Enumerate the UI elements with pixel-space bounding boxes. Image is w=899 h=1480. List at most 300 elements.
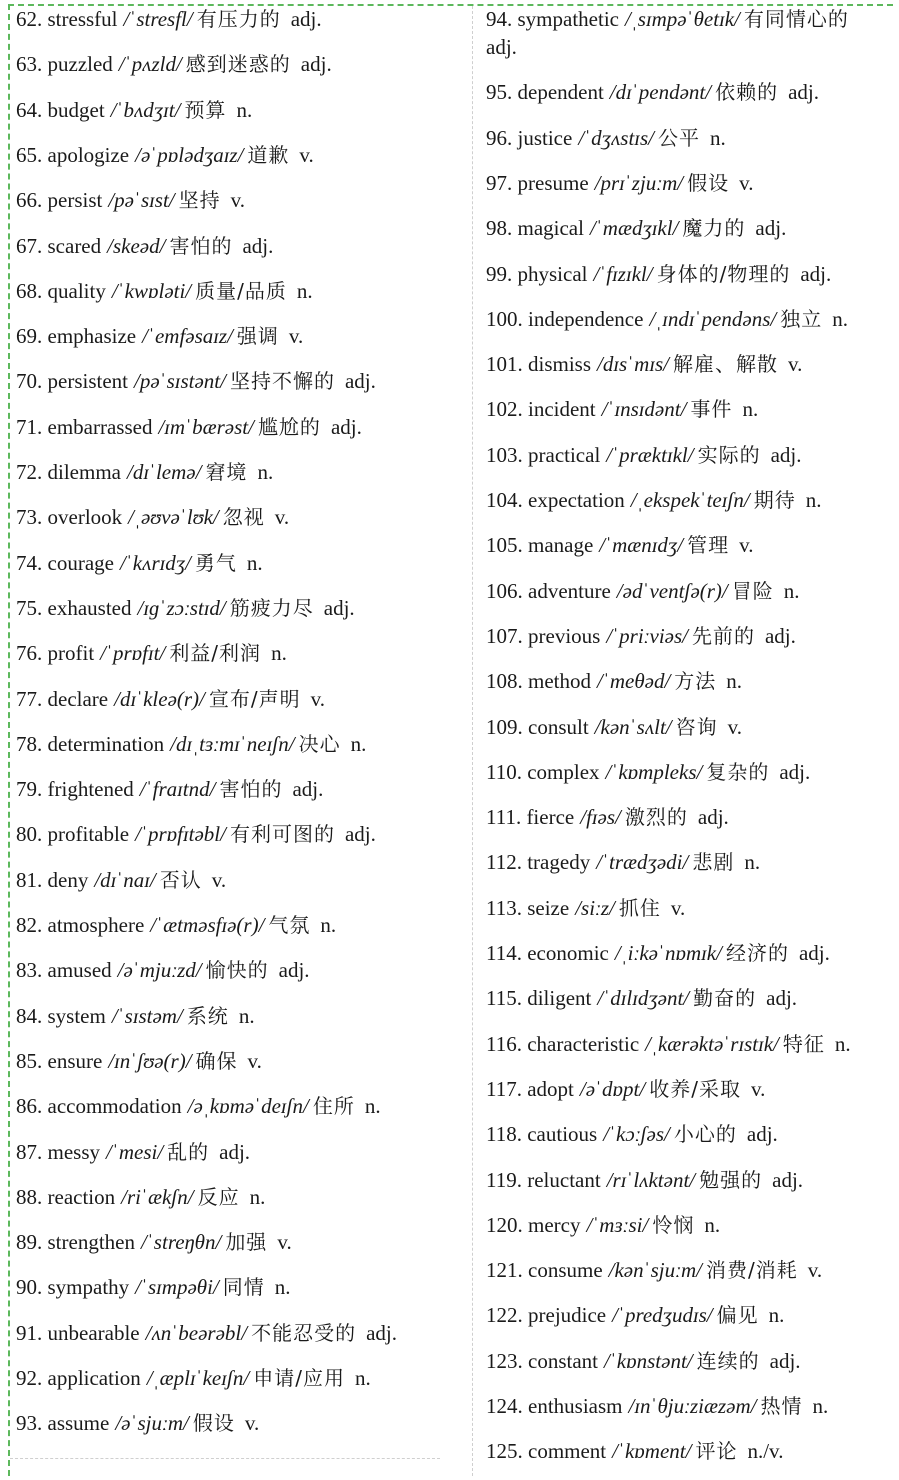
vocab-meaning: 害怕的	[169, 233, 233, 258]
vocab-entry	[486, 1256, 822, 1284]
vocab-phonetic: /ˈsɪmpəθi/	[135, 1275, 219, 1300]
vocab-meaning: 假设	[192, 1411, 235, 1436]
vocab-entry	[486, 1437, 783, 1465]
vocab-meaning: 特征	[782, 1031, 825, 1056]
vocab-meaning: 强调	[236, 324, 279, 349]
vocab-meaning: 住所	[312, 1094, 355, 1119]
vocab-word: 66. persist	[16, 188, 103, 213]
vocab-entry	[486, 667, 742, 695]
vocab-phonetic: /ˈemfəsaɪz/	[142, 324, 233, 349]
vocab-entry	[486, 1211, 720, 1239]
vocab-entry	[16, 96, 252, 124]
vocab-word: 100. independence	[486, 306, 644, 331]
vocab-word: 116. characteristic	[486, 1031, 640, 1056]
vocab-entry	[16, 1273, 291, 1301]
vocab-phonetic: /ˌekspekˈteɪʃn/	[630, 488, 750, 512]
vocab-word: 101. dismiss	[486, 352, 592, 377]
vocab-entry	[16, 413, 362, 441]
vocab-part-of-speech: adj.	[219, 1139, 251, 1164]
vocab-entry	[16, 1409, 259, 1437]
vocab-meaning: 坚持	[178, 188, 221, 213]
vocab-phonetic: /ˌæplɪˈkeɪʃn/	[146, 1366, 250, 1390]
vocab-part-of-speech: v.	[230, 188, 246, 213]
vocab-entry	[16, 1228, 292, 1256]
vocab-part-of-speech: adj.	[788, 80, 819, 105]
vocab-entry	[486, 848, 760, 876]
vocab-entry	[486, 169, 754, 197]
vocab-meaning: 反应	[197, 1184, 240, 1209]
vocab-word: 83. amused	[16, 958, 112, 983]
vocab-meaning: 解雇、解散	[672, 352, 778, 377]
vocab-meaning: 公平	[657, 125, 700, 150]
vocab-phonetic: /dɪˈlemə/	[126, 460, 202, 484]
vocab-meaning: 有同情心的	[743, 7, 849, 31]
vocab-part-of-speech: adj.	[766, 986, 798, 1011]
vocab-entry	[16, 5, 322, 33]
vocab-phonetic: /ˈkwɒləti/	[111, 278, 192, 303]
vocab-meaning: 窘境	[205, 460, 248, 484]
vocab-entry	[16, 639, 287, 667]
vocab-word: 111. fierce	[486, 805, 575, 830]
vocab-phonetic: /dɪsˈmɪs/	[597, 352, 669, 377]
vocab-word: 82. atmosphere	[16, 913, 145, 937]
vocab-entry	[16, 277, 313, 305]
vocab-entry	[486, 622, 796, 650]
vocab-entry	[16, 820, 376, 848]
bottom-divider	[10, 1458, 440, 1459]
vocab-word: 110. complex	[486, 759, 600, 784]
vocab-entry	[486, 1075, 765, 1103]
vocab-meaning: 尴尬的	[257, 414, 321, 439]
vocab-phonetic: /ˈætməsfɪə(r)/	[150, 913, 265, 937]
vocab-part-of-speech: v.	[787, 352, 803, 377]
vocab-meaning: 魔力的	[682, 216, 746, 241]
vocab-entry	[16, 141, 314, 169]
vocab-part-of-speech: v.	[211, 867, 227, 892]
vocab-entry	[16, 775, 323, 803]
vocab-part-of-speech: adj.	[764, 623, 796, 648]
vocab-phonetic: /ˈdʒʌstɪs/	[578, 125, 654, 150]
vocab-part-of-speech: adj.	[772, 1167, 804, 1192]
vocab-phonetic: /ˈmesi/	[106, 1139, 164, 1164]
vocab-word: 124. enthusiasm	[486, 1394, 623, 1418]
vocab-word: 81. deny	[16, 867, 89, 892]
vocab-part-of-speech: n./v.	[747, 1439, 784, 1464]
vocab-entry	[486, 486, 821, 514]
vocab-part-of-speech: n.	[832, 306, 848, 331]
vocab-part-of-speech: adj.	[486, 35, 517, 59]
vocab-phonetic: /ɪnˈθjuːziæzəm/	[628, 1394, 757, 1418]
vocab-word: 119. reluctant	[486, 1167, 601, 1192]
vocab-phonetic: /ˌkærəktəˈrɪstɪk/	[645, 1031, 779, 1056]
vocab-part-of-speech: adj.	[290, 7, 322, 31]
vocab-part-of-speech: adj.	[323, 595, 355, 620]
vocab-phonetic: /dɪˈpendənt/	[609, 80, 712, 105]
vocab-entry	[16, 1002, 255, 1030]
vocab-phonetic: /skeəd/	[107, 233, 166, 258]
vocab-part-of-speech: adj.	[344, 822, 376, 847]
vocab-word: 76. profit	[16, 641, 95, 666]
vocab-phonetic: /əˌkɒməˈdeɪʃn/	[187, 1094, 309, 1119]
vocab-meaning: 有压力的	[196, 7, 281, 31]
vocab-entry	[16, 549, 263, 577]
vocab-entry	[16, 1183, 265, 1211]
vocab-phonetic: /ˈkʌrɪdʒ/	[119, 550, 191, 575]
vocab-word: 92. application	[16, 1366, 141, 1390]
vocab-part-of-speech: n.	[274, 1275, 291, 1300]
vocab-word: 118. cautious	[486, 1122, 598, 1147]
vocab-word: 94. sympathetic	[486, 7, 619, 31]
vocab-meaning: 方法	[674, 669, 717, 694]
vocab-entry	[16, 685, 325, 713]
vocab-meaning: 悲剧	[692, 850, 735, 875]
vocab-entry	[16, 1364, 371, 1392]
vocab-phonetic: /ˈkɔːʃəs/	[603, 1122, 670, 1147]
vocab-phonetic: /ˈtrædʒədi/	[596, 850, 689, 875]
vocab-meaning: 激烈的	[624, 805, 688, 830]
vocab-part-of-speech: adj.	[344, 369, 376, 394]
vocab-meaning: 先前的	[691, 623, 755, 648]
vocab-meaning: 不能忍受的	[251, 1320, 357, 1345]
vocab-meaning: 期待	[753, 488, 796, 512]
vocab-meaning: 忽视	[222, 505, 265, 530]
vocab-entry	[16, 458, 273, 486]
vocab-phonetic: /ˈmænɪdʒ/	[599, 533, 684, 558]
vocab-part-of-speech: n.	[709, 125, 726, 150]
vocab-part-of-speech: n.	[257, 460, 274, 484]
vocab-word: 103. practical	[486, 442, 601, 467]
vocab-word: 98. magical	[486, 216, 584, 241]
vocab-meaning: 冒险	[731, 578, 774, 603]
vocab-entry	[486, 214, 786, 242]
vocab-entry	[486, 1030, 851, 1058]
vocab-meaning: 预算	[184, 97, 227, 122]
vocab-part-of-speech: n.	[834, 1031, 851, 1056]
vocab-meaning: 勤奋的	[693, 986, 757, 1011]
vocab-phonetic: /ɪmˈbærəst/	[158, 414, 254, 439]
vocab-meaning: 依赖的	[715, 80, 779, 105]
vocab-part-of-speech: v.	[288, 324, 304, 349]
vocab-phonetic: /ˈstreŋθn/	[140, 1230, 222, 1255]
vocab-entry	[486, 441, 801, 469]
vocab-part-of-speech: n.	[744, 850, 761, 875]
vocab-entry	[16, 1138, 250, 1166]
vocab-part-of-speech: n.	[768, 1303, 785, 1328]
vocab-word: 105. manage	[486, 533, 594, 558]
vocab-part-of-speech: n.	[296, 278, 313, 303]
vocab-word: 91. unbearable	[16, 1320, 140, 1345]
vocab-meaning: 申请/应用	[253, 1366, 345, 1390]
vocab-meaning: 实际的	[697, 442, 761, 467]
vocab-phonetic: /ˈmeθəd/	[597, 669, 671, 694]
vocab-part-of-speech: n.	[249, 1184, 266, 1209]
vocab-part-of-speech: n.	[726, 669, 743, 694]
vocab-entry	[16, 730, 366, 758]
vocab-entry	[486, 1301, 784, 1329]
vocab-meaning: 评论	[695, 1439, 738, 1464]
vocab-meaning: 愉快的	[205, 958, 269, 983]
vocab-word: 86. accommodation	[16, 1094, 182, 1119]
vocab-entry	[16, 186, 245, 214]
vocab-meaning: 加强	[225, 1230, 268, 1255]
vocab-word: 93. assume	[16, 1411, 110, 1436]
vocab-meaning: 确保	[195, 1048, 238, 1073]
vocab-word: 123. constant	[486, 1348, 598, 1373]
vocab-word: 112. tragedy	[486, 850, 591, 875]
vocab-entry	[486, 577, 800, 605]
vocab-entry	[486, 713, 742, 741]
vocab-word: 95. dependent	[486, 80, 604, 105]
vocab-phonetic: /ˈfɪzɪkl/	[593, 261, 653, 286]
vocab-word: 109. consult	[486, 714, 589, 739]
vocab-phonetic: /ˈpʌzld/	[118, 52, 182, 77]
vocab-entry	[16, 911, 336, 939]
vocab-part-of-speech: v.	[244, 1411, 260, 1436]
vocab-part-of-speech: n.	[236, 97, 253, 122]
vocab-part-of-speech: n.	[364, 1094, 381, 1119]
vocab-part-of-speech: v.	[807, 1258, 823, 1283]
vocab-entry	[16, 866, 226, 894]
vocab-part-of-speech: n.	[742, 397, 759, 422]
vocab-word: 73. overlook	[16, 505, 123, 530]
vocab-phonetic: /dɪˈnaɪ/	[94, 867, 156, 892]
vocab-part-of-speech: adj.	[769, 1348, 801, 1373]
vocab-part-of-speech: adj.	[300, 52, 332, 77]
vocab-phonetic: /ˌsɪmpəˈθetɪk/	[624, 7, 740, 31]
vocab-phonetic: /ˈsɪstəm/	[111, 1003, 183, 1028]
vocab-word: 96. justice	[486, 125, 573, 150]
vocab-entry	[486, 5, 886, 61]
vocab-word: 122. prejudice	[486, 1303, 607, 1328]
vocab-meaning: 偏见	[716, 1303, 759, 1328]
vocab-entry	[486, 1392, 828, 1420]
vocab-part-of-speech: adj.	[292, 777, 324, 802]
vocab-phonetic: /ˈfraɪtnd/	[139, 777, 216, 802]
vocab-part-of-speech: v.	[670, 895, 686, 920]
vocab-part-of-speech: n.	[350, 731, 367, 756]
vocab-part-of-speech: adj.	[779, 759, 811, 784]
vocab-phonetic: /ˌəʊvəˈlʊk/	[128, 505, 219, 530]
vocab-word: 102. incident	[486, 397, 596, 422]
vocab-phonetic: /ʌnˈbeərəbl/	[145, 1320, 248, 1345]
vocab-meaning: 抓住	[618, 895, 661, 920]
vocab-meaning: 有利可图的	[229, 822, 335, 847]
vocab-phonetic: /ˈprɒfɪt/	[100, 641, 166, 666]
vocab-phonetic: /ˈkɒnstənt/	[603, 1348, 693, 1373]
vocab-phonetic: /ˈdɪlɪdʒənt/	[597, 986, 690, 1011]
vocab-meaning: 宣布/声明	[208, 686, 301, 711]
vocab-entry	[486, 1347, 801, 1375]
vocab-part-of-speech: adj.	[798, 941, 830, 965]
vocab-phonetic: /pəˈsɪst/	[108, 188, 175, 213]
vocab-phonetic: /ədˈventʃə(r)/	[616, 578, 728, 603]
vocab-word: 64. budget	[16, 97, 105, 122]
vocab-part-of-speech: v.	[299, 142, 314, 167]
vocab-phonetic: /ˈprɒfɪtəbl/	[135, 822, 226, 847]
vocab-part-of-speech: adj.	[770, 442, 802, 467]
vocab-phonetic: /əˈdɒpt/	[579, 1076, 646, 1101]
vocab-phonetic: /ˌɪndɪˈpendəns/	[649, 306, 777, 331]
vocab-part-of-speech: n.	[246, 550, 263, 575]
vocab-meaning: 气氛	[268, 913, 311, 937]
vocab-entry	[486, 984, 797, 1012]
vocab-phonetic: /riˈækʃn/	[121, 1184, 194, 1209]
vocab-phonetic: /ˈkɒment/	[612, 1439, 692, 1464]
vocab-part-of-speech: v.	[739, 170, 754, 195]
vocab-word: 108. method	[486, 669, 591, 694]
vocab-entry	[486, 260, 831, 288]
vocab-word: 85. ensure	[16, 1048, 103, 1073]
vocab-word: 99. physical	[486, 261, 588, 286]
vocab-meaning: 小心的	[673, 1122, 737, 1147]
vocab-word: 113. seize	[486, 895, 570, 920]
vocab-phonetic: /əˈsjuːm/	[115, 1411, 189, 1436]
vocab-meaning: 热情	[760, 1394, 803, 1418]
vocab-meaning: 勇气	[194, 550, 237, 575]
vocab-part-of-speech: adj.	[697, 805, 729, 830]
vocab-word: 84. system	[16, 1003, 106, 1028]
vocab-word: 80. profitable	[16, 822, 130, 847]
vocab-word: 71. embarrassed	[16, 414, 153, 439]
vocab-meaning: 系统	[186, 1003, 229, 1028]
vocab-part-of-speech: n.	[704, 1212, 721, 1237]
vocab-entry	[16, 232, 273, 260]
vocab-part-of-speech: v.	[274, 505, 290, 530]
vocab-entry	[16, 50, 332, 78]
vocab-meaning: 勉强的	[699, 1167, 763, 1192]
vocab-entry	[486, 1166, 803, 1194]
vocab-word: 72. dilemma	[16, 460, 121, 484]
vocab-word: 125. comment	[486, 1439, 607, 1464]
vocab-meaning: 咨询	[675, 714, 718, 739]
vocab-meaning: 管理	[687, 533, 730, 558]
vocab-entry	[16, 1319, 397, 1347]
vocab-phonetic: /ˈbʌdʒɪt/	[110, 97, 181, 122]
vocab-word: 77. declare	[16, 686, 109, 711]
vocab-word: 97. presume	[486, 170, 589, 195]
vocab-entry	[16, 322, 303, 350]
vocab-phonetic: /ˈmɜːsi/	[586, 1212, 649, 1237]
vocab-phonetic: /ˈmædʒɪkl/	[589, 216, 679, 241]
vocab-word: 65. apologize	[16, 142, 130, 167]
vocab-word: 89. strengthen	[16, 1230, 135, 1255]
vocab-part-of-speech: adj.	[330, 414, 362, 439]
vocab-entry	[486, 758, 810, 786]
vocab-phonetic: /kənˈsʌlt/	[594, 714, 672, 739]
vocab-part-of-speech: n.	[812, 1394, 829, 1418]
vocab-part-of-speech: v.	[277, 1230, 292, 1255]
vocab-meaning: 消费/消耗	[705, 1258, 798, 1283]
vocab-meaning: 连续的	[696, 1348, 760, 1373]
vocab-entry	[486, 350, 802, 378]
vocab-entry	[486, 939, 830, 967]
vocab-part-of-speech: v.	[247, 1048, 262, 1073]
vocab-meaning: 道歉	[247, 142, 290, 167]
vocab-phonetic: /ɪnˈʃʊə(r)/	[108, 1048, 192, 1073]
vocab-meaning: 感到迷惑的	[185, 52, 291, 77]
vocab-part-of-speech: n.	[238, 1003, 255, 1028]
vocab-part-of-speech: adj.	[278, 958, 310, 983]
vocab-word: 88. reaction	[16, 1184, 116, 1209]
vocab-phonetic: /siːz/	[575, 895, 615, 920]
vocab-part-of-speech: adj.	[366, 1320, 397, 1345]
vocab-meaning: 经济的	[725, 941, 789, 965]
vocab-word: 75. exhausted	[16, 595, 132, 620]
vocab-phonetic: /ˈpræktɪkl/	[606, 442, 694, 467]
vocab-word: 115. diligent	[486, 986, 592, 1011]
vocab-meaning: 假设	[687, 170, 730, 195]
vocab-meaning: 独立	[780, 306, 823, 331]
vocab-part-of-speech: n.	[271, 641, 287, 666]
vocab-meaning: 事件	[690, 397, 733, 422]
vocab-phonetic: /ɪɡˈzɔːstɪd/	[137, 595, 226, 620]
vocab-entry	[16, 503, 289, 531]
vocab-part-of-speech: adj.	[746, 1122, 778, 1147]
vocab-meaning: 否认	[159, 867, 202, 892]
vocab-part-of-speech: n.	[320, 913, 337, 937]
vocab-meaning: 同情	[222, 1275, 265, 1300]
vocab-entry	[486, 124, 726, 152]
vocab-phonetic: /kənˈsjuːm/	[608, 1258, 702, 1283]
vocab-meaning: 复杂的	[706, 759, 770, 784]
vocab-entry	[486, 305, 848, 333]
vocab-part-of-speech: n.	[355, 1366, 371, 1390]
vocab-word: 87. messy	[16, 1139, 100, 1164]
vocab-word: 62. stressful	[16, 7, 118, 31]
vocab-part-of-speech: adj.	[755, 216, 787, 241]
vocab-word: 114. economic	[486, 941, 609, 965]
vocab-word: 90. sympathy	[16, 1275, 130, 1300]
vocab-meaning: 乱的	[167, 1139, 210, 1164]
vocab-word: 74. courage	[16, 550, 114, 575]
vocab-word: 68. quality	[16, 278, 106, 303]
vocab-part-of-speech: n.	[805, 488, 822, 512]
column-divider	[472, 6, 473, 1476]
vocab-word: 121. consume	[486, 1258, 603, 1283]
vocab-word: 106. adventure	[486, 578, 611, 603]
vocab-word: 117. adopt	[486, 1076, 574, 1101]
vocab-entry	[16, 956, 310, 984]
vocab-meaning: 筋疲力尽	[229, 595, 314, 620]
vocab-part-of-speech: adj.	[242, 233, 274, 258]
vocab-phonetic: /ˈkɒmpleks/	[605, 759, 703, 784]
vocab-word: 69. emphasize	[16, 324, 137, 349]
vocab-part-of-speech: adj.	[800, 261, 832, 286]
vocab-meaning: 决心	[298, 731, 341, 756]
vocab-word: 120. mercy	[486, 1212, 581, 1237]
vocab-word: 78. determination	[16, 731, 165, 756]
vocab-word: 104. expectation	[486, 488, 625, 512]
vocab-part-of-speech: n.	[783, 578, 800, 603]
vocab-entry	[486, 1120, 778, 1148]
vocab-phonetic: /dɪˈkleə(r)/	[114, 686, 205, 711]
vocab-phonetic: /fɪəs/	[580, 805, 621, 830]
vocab-phonetic: /ˈpredʒudɪs/	[612, 1303, 713, 1328]
vocab-phonetic: /ˈɪnsɪdənt/	[601, 397, 687, 422]
vocab-word: 67. scared	[16, 233, 102, 258]
vocab-entry	[486, 78, 819, 106]
vocab-entry	[16, 1047, 262, 1075]
vocab-word: 79. frightened	[16, 777, 134, 802]
vocab-word: 70. persistent	[16, 369, 128, 394]
vocab-phonetic: /əˈmjuːzd/	[117, 958, 202, 983]
vocab-meaning: 收养/采取	[649, 1076, 741, 1101]
vocab-entry	[486, 395, 758, 423]
vocab-part-of-speech: v.	[750, 1076, 766, 1101]
vocab-meaning: 怜悯	[652, 1212, 695, 1237]
vocab-part-of-speech: v.	[310, 686, 326, 711]
vocab-meaning: 身体的/物理的	[656, 261, 791, 286]
